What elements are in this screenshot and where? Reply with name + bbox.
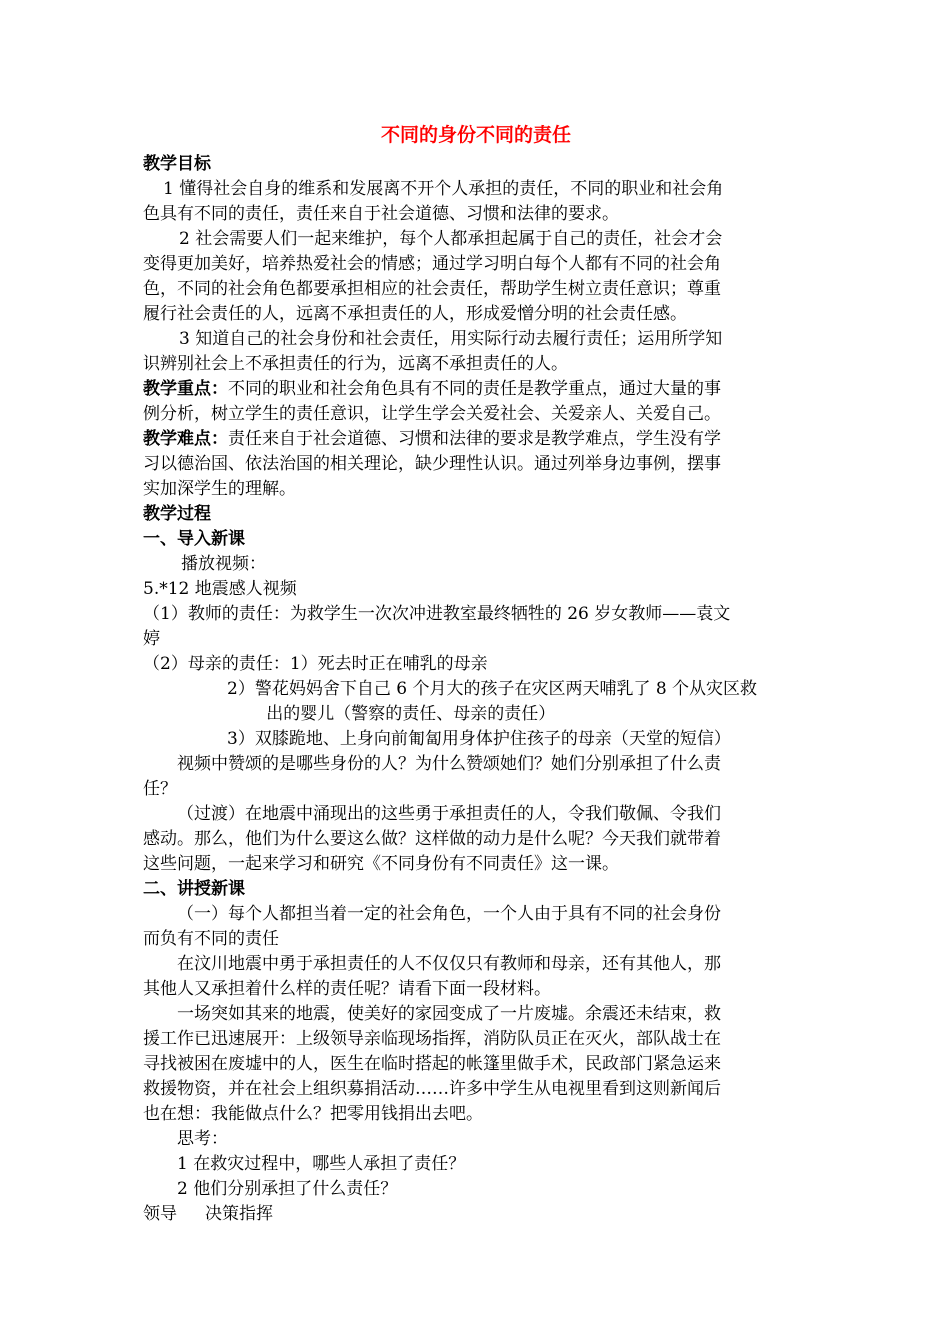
text-line bbox=[143, 277, 809, 302]
text-line bbox=[143, 1177, 809, 1202]
heading-text: 教学目标 bbox=[143, 154, 211, 174]
text-line bbox=[143, 252, 809, 277]
line-text: 感动。那么，他们为什么要这么做？这样做的动力是什么呢？今天我们就带着 bbox=[143, 829, 721, 849]
line-text: 一场突如其来的地震，使美好的家园变成了一片废墟。余震还未结束，救 bbox=[177, 1004, 721, 1024]
text-line bbox=[143, 902, 809, 927]
text-line bbox=[143, 177, 809, 202]
section-heading bbox=[143, 877, 809, 902]
line-text: 识辨别社会上不承担责任的行为，远离不承担责任的人。 bbox=[143, 354, 568, 374]
text-line bbox=[143, 1127, 809, 1152]
line-text: 寻找被困在废墟中的人，医生在临时搭起的帐篷里做手术，民政部门紧急运来 bbox=[143, 1054, 721, 1074]
line-text: 援工作已迅速展开：上级领导亲临现场指挥，消防队员正在灭火，部队战士在 bbox=[143, 1029, 721, 1049]
heading-text: 二、讲授新课 bbox=[143, 879, 245, 899]
line-text: 履行社会责任的人，远离不承担责任的人，形成爱憎分明的社会责任感。 bbox=[143, 304, 687, 324]
text-line bbox=[143, 852, 809, 877]
line-text: 责任来自于社会道德、习惯和法律的要求是教学难点，学生没有学 bbox=[228, 429, 721, 449]
text-line bbox=[143, 427, 809, 452]
text-line bbox=[143, 702, 809, 727]
text-line bbox=[143, 1027, 809, 1052]
line-text: （一）每个人都担当着一定的社会角色，一个人由于具有不同的社会身份 bbox=[177, 904, 721, 924]
line-text: 5.*12 地震感人视频 bbox=[143, 579, 297, 599]
text-line bbox=[143, 1102, 809, 1127]
text-line bbox=[143, 827, 809, 852]
text-line bbox=[143, 677, 809, 702]
inline-heading: 教学重点： bbox=[143, 379, 228, 399]
line-text: 在汶川地震中勇于承担责任的人不仅仅只有教师和母亲，还有其他人，那 bbox=[177, 954, 721, 974]
line-text: 色具有不同的责任，责任来自于社会道德、习惯和法律的要求。 bbox=[143, 204, 619, 224]
text-line bbox=[143, 202, 809, 227]
inline-heading: 教学难点： bbox=[143, 429, 228, 449]
text-line bbox=[143, 1152, 809, 1177]
line-text: 思考： bbox=[177, 1129, 228, 1149]
line-text: 婷 bbox=[143, 629, 160, 649]
line-text: 2）警花妈妈舍下自己 6 个月大的孩子在灾区两天哺乳了 8 个从灾区救 bbox=[227, 679, 758, 699]
section-heading bbox=[143, 502, 809, 527]
text-line bbox=[143, 1202, 809, 1227]
line-text: 变得更加美好，培养热爱社会的情感；通过学习明白每个人都有不同的社会角 bbox=[143, 254, 721, 274]
text-line bbox=[143, 377, 809, 402]
text-line bbox=[143, 402, 809, 427]
text-line bbox=[143, 977, 809, 1002]
text-line bbox=[143, 327, 809, 352]
text-line bbox=[143, 577, 809, 602]
line-text: 任？ bbox=[143, 779, 177, 799]
text-line bbox=[143, 1002, 809, 1027]
line-text: 2 社会需要人们一起来维护，每个人都承担起属于自己的责任，社会才会 bbox=[179, 229, 723, 249]
line-text: 3 知道自己的社会身份和社会责任，用实际行动去履行责任；运用所学知 bbox=[179, 329, 723, 349]
section-heading bbox=[143, 527, 809, 552]
text-line bbox=[143, 802, 809, 827]
line-text: 1 在救灾过程中，哪些人承担了责任？ bbox=[177, 1154, 466, 1174]
line-text: 视频中赞颂的是哪些身份的人？为什么赞颂她们？她们分别承担了什么责 bbox=[177, 754, 721, 774]
text-line bbox=[143, 552, 809, 577]
text-line bbox=[143, 727, 809, 752]
page-title: 不同的身份不同的责任 bbox=[380, 124, 571, 146]
heading-text: 一、导入新课 bbox=[143, 529, 245, 549]
line-text: 也在想：我能做点什么？把零用钱捐出去吧。 bbox=[143, 1104, 483, 1124]
text-line bbox=[143, 652, 809, 677]
line-text: 实加深学生的理解。 bbox=[143, 479, 296, 499]
text-line bbox=[143, 227, 809, 252]
text-line bbox=[143, 1052, 809, 1077]
role-duty: 决策指挥 bbox=[205, 1204, 273, 1224]
section-heading bbox=[143, 152, 809, 177]
text-line bbox=[143, 302, 809, 327]
line-text: 这些问题，一起来学习和研究《不同身份有不同责任》这一课。 bbox=[143, 854, 619, 874]
line-text: 2 他们分别承担了什么责任？ bbox=[177, 1179, 398, 1199]
line-text: （2）母亲的责任：1）死去时正在哺乳的母亲 bbox=[143, 654, 488, 674]
line-text: （1）教师的责任：为救学生一次次冲进教室最终牺牲的 26 岁女教师——袁文 bbox=[143, 604, 731, 624]
line-text: 而负有不同的责任 bbox=[143, 929, 279, 949]
document-page bbox=[143, 118, 809, 1227]
line-text: 不同的职业和社会角色具有不同的责任是教学重点，通过大量的事 bbox=[228, 379, 721, 399]
text-line bbox=[143, 602, 809, 627]
text-line bbox=[143, 352, 809, 377]
text-line bbox=[143, 777, 809, 802]
line-text: 出的婴儿（警察的责任、母亲的责任） bbox=[223, 704, 556, 724]
text-line bbox=[143, 627, 809, 652]
line-text: 播放视频： bbox=[181, 554, 266, 574]
text-line bbox=[143, 452, 809, 477]
line-text: 1 懂得社会自身的维系和发展离不开个人承担的责任，不同的职业和社会角 bbox=[163, 179, 724, 199]
line-text: （过渡）在地震中涌现出的这些勇于承担责任的人，令我们敬佩、令我们 bbox=[177, 804, 721, 824]
text-line bbox=[143, 1077, 809, 1102]
document-body bbox=[143, 152, 809, 1227]
line-text: 色，不同的社会角色都要承担相应的社会责任，帮助学生树立责任意识；尊重 bbox=[143, 279, 721, 299]
text-line bbox=[143, 477, 809, 502]
line-text: 习以德治国、依法治国的相关理论，缺少理性认识。通过列举身边事例，摆事 bbox=[143, 454, 721, 474]
line-text: 其他人又承担着什么样的责任呢？请看下面一段材料。 bbox=[143, 979, 551, 999]
line-text: 救援物资，并在社会上组织募捐活动……许多中学生从电视里看到这则新闻后 bbox=[143, 1079, 721, 1099]
heading-text: 教学过程 bbox=[143, 504, 211, 524]
text-line bbox=[143, 952, 809, 977]
role-label: 领导 bbox=[143, 1204, 177, 1224]
line-text: 3）双膝跪地、上身向前匍匐用身体护住孩子的母亲（天堂的短信） bbox=[227, 729, 731, 749]
line-text: 例分析，树立学生的责任意识，让学生学会关爱社会、关爱亲人、关爱自己。 bbox=[143, 404, 721, 424]
text-line bbox=[143, 752, 809, 777]
text-line bbox=[143, 927, 809, 952]
